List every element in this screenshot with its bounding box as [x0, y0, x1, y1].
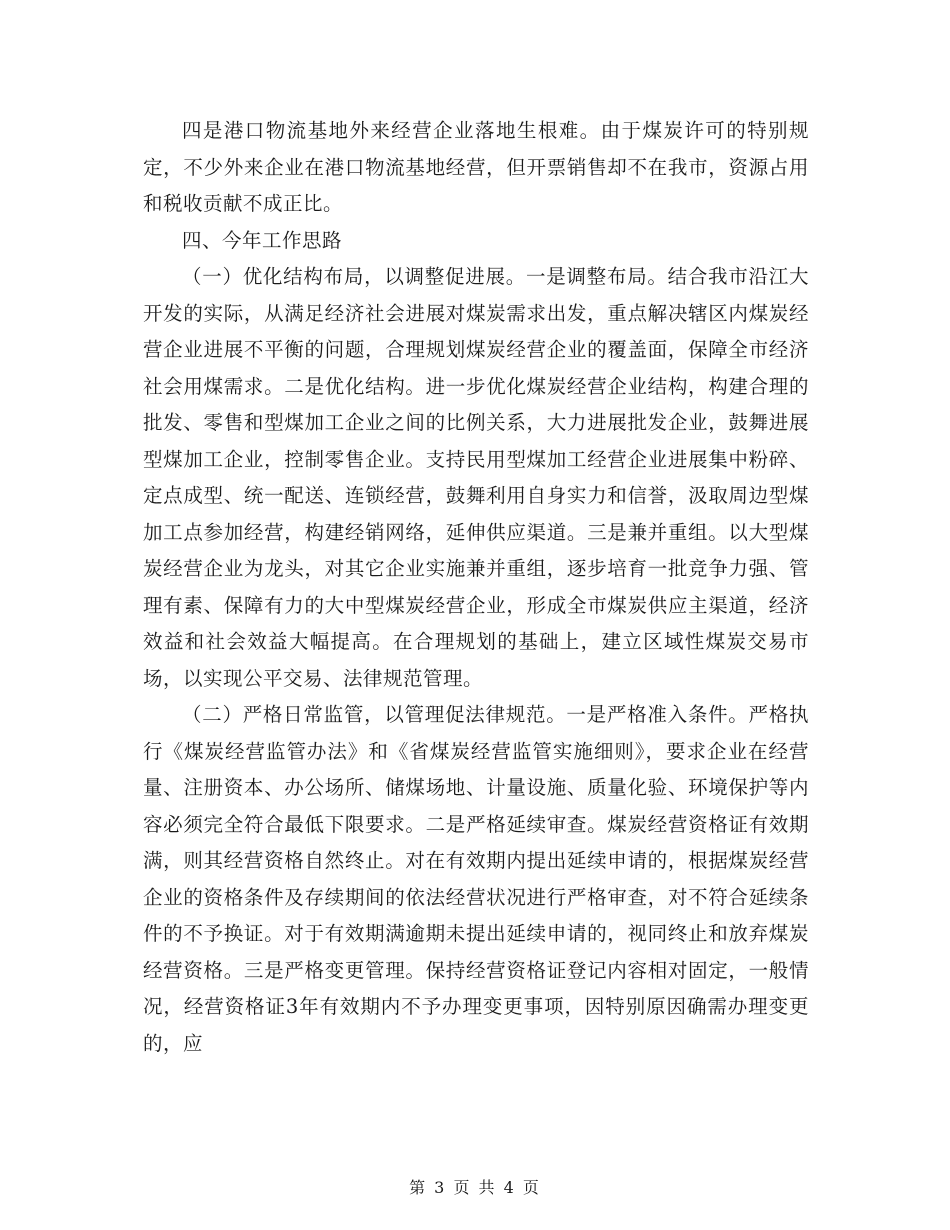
section-heading-work-plan: 四、今年工作思路	[182, 228, 343, 252]
paragraph-port-logistics: 四是港口物流基地外来经营企业落地生根难。由于煤炭许可的特别规定，不少外来企业在港口物流基地经营，但开票销售却不在我市，资源占用和税收贡献不成正比。	[143, 119, 809, 215]
document-body	[143, 113, 809, 1062]
page-number-label: 第 3 页 共 4 页	[409, 1178, 541, 1197]
paragraph-optimize-structure: （一）优化结构布局，以调整促进展。一是调整布局。结合我市沿江大开发的实际，从满足经济社会进展对煤炭需求出发，重点解决辖区内煤炭经营企业进展不平衡的问题，合理规划煤炭经营企业的覆盖面，保障全市经济社会用煤需求。二是优化结构。进一步优化煤炭经营企业结构，构建合理的批发、零售和型煤加工企业之间的比例关系，大力进展批发企业，鼓舞进展型煤加工企业，控制零售企业。支持民用型煤加工经营企业进展集中粉碎、定点成型、统一配送、连锁经营，鼓舞利用自身实力和信誉，汲取周边型煤加工点参加经营，构建经销网络，延伸供应渠道。三是兼并重组。以大型煤炭经营企业为龙头，对其它企业实施兼并重组，逐步培育一批竞争力强、管理有素、保障有力的大中型煤炭经营企业，形成全市煤炭供应主渠道，经济效益和社会效益大幅提高。在合理规划的基础上，建立区域性煤炭交易市场，以实现公平交易、法律规范管理。	[143, 265, 809, 690]
paragraph-strict-supervision: （二）严格日常监管，以管理促法律规范。一是严格准入条件。严格执行《煤炭经营监管办法》和《省煤炭经营监管实施细则》，要求企业在经营量、注册资本、办公场所、储煤场地、计量设施、质量化验、环境保护等内容必须完全符合最低下限要求。二是严格延续审查。煤炭经营资格证有效期满，则其经营资格自然终止。对在有效期内提出延续申请的，根据煤炭经营企业的资格条件及存续期间的依法经营状况进行严格审查，对不符合延续条件的不予换证。对于有效期满逾期未提出延续申请的，视同终止和放弃煤炭经营资格。三是严格变更管理。保持经营资格证登记内容相对固定，一般情况，经营资格证3年有效期内不予办理变更事项，因特别原因确需办理变更的，应	[143, 703, 809, 1055]
page-footer	[0, 1175, 950, 1198]
